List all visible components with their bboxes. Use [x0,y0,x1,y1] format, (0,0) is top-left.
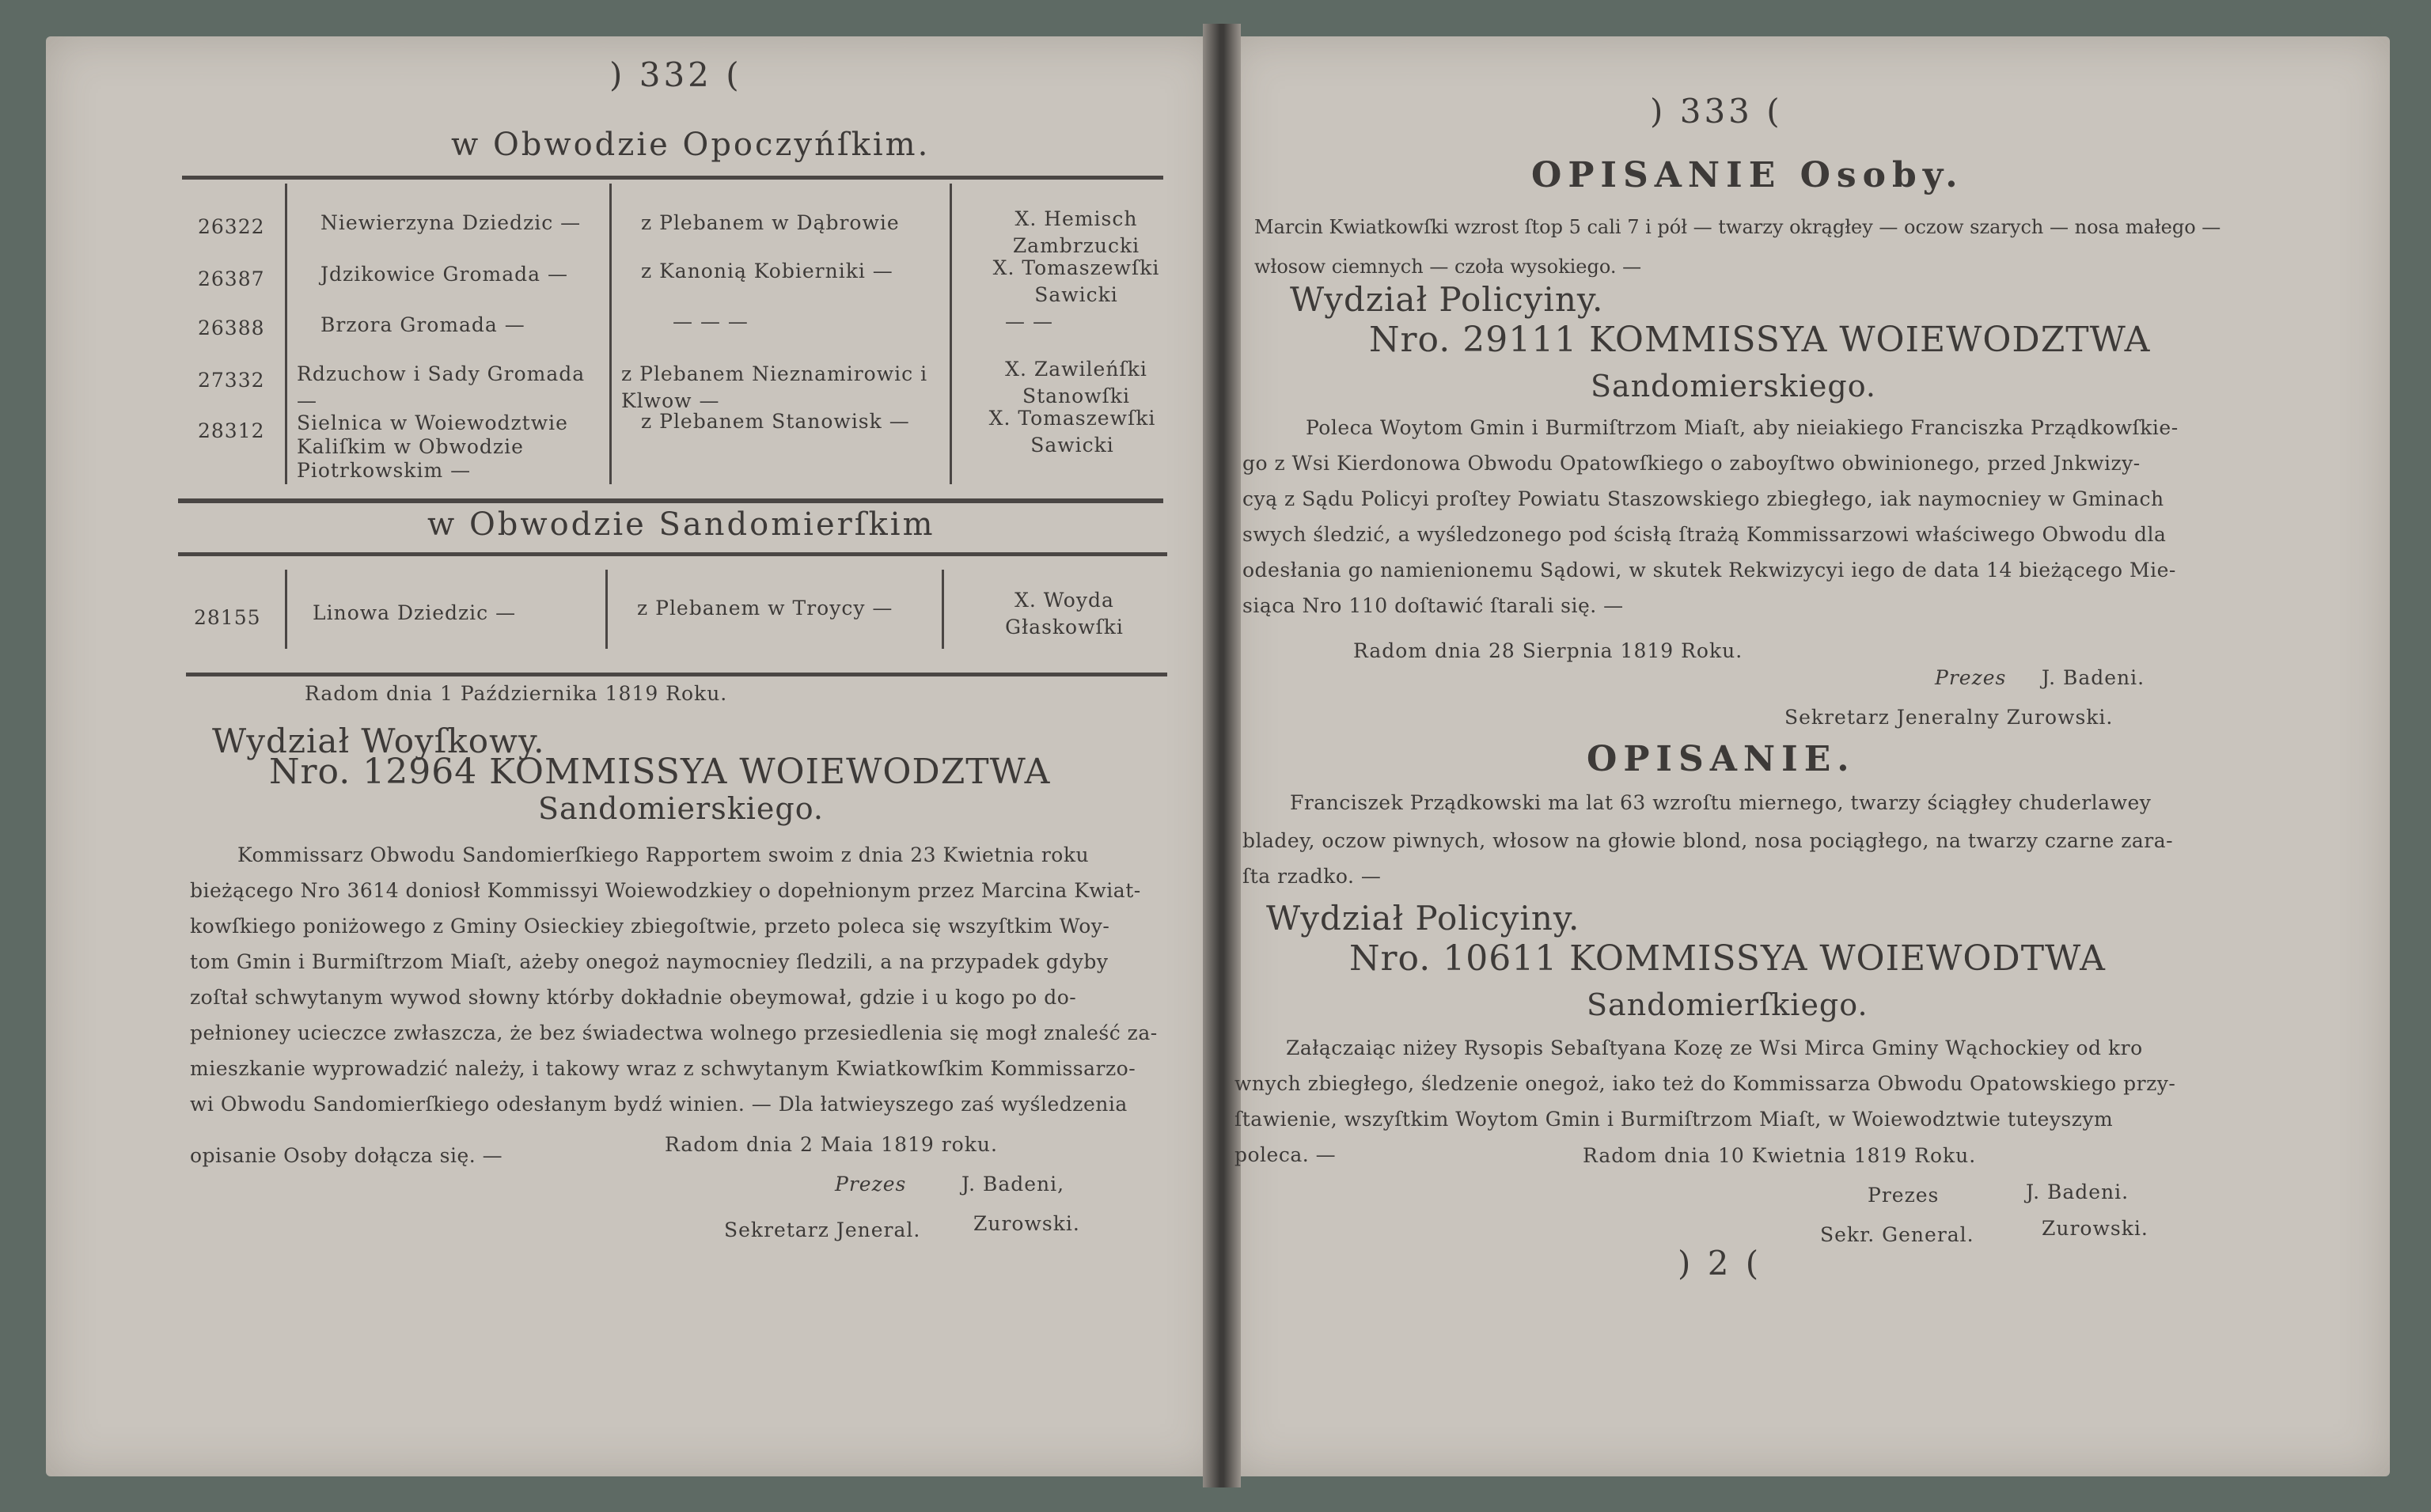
book-spine [1203,24,1241,1487]
prezes-name-1: J. Badeni. [2042,666,2145,689]
body-line: go z Wsi Kierdonowa Obwodu Opatowſkiego o zaboyſtwo obwinionego, przed Jnkwizy- [1242,452,2141,475]
body-line: opisanie Osoby dołącza się. — [190,1144,503,1167]
sign-date-2: Radom dnia 10 Kwietnia 1819 Roku. [1583,1144,1977,1167]
table-cell-place: Jdzikowice Gromada — [320,263,568,286]
prezes-label: Prezes [835,1173,907,1196]
body-line: mieszkanie wyprowadzić należy, i takowy wraz z schwytanym Kwiatkowſkim Kommissarzo- [190,1057,1136,1080]
table-cell-parish: z Plebanem w Dąbrowie [641,211,900,234]
body-line: pełnioney ucieczce zwłaszcza, że bez świadectwa wolnego przesiedlenia się mogł znaleść za- [190,1021,1158,1044]
body-line: Poleca Woytom Gmin i Burmiſtrzom Miaſt, aby nieiakiego Franciszka Prządkowſkie- [1306,416,2179,439]
opisanie-body-1: Marcin Kwiatkowſki wzrost ſtop 5 cali 7 i pół — twarzy okrągłey — oczow szarych — nosa małego — włosow ciemnych — czoła wysokiego. — [1254,216,2221,278]
sekretarz-1: Sekretarz Jeneralny Zurowski. [1784,706,2114,729]
table-divider [942,570,944,649]
table-cell-no: 27332 [198,369,265,392]
rule-bottom [186,673,1167,676]
table-cell-place: Sielnica w Woiewodztwie Kaliſkim w Obwodzie Piotrkowskim — [297,411,568,482]
body-line: tom Gmin i Burmiſtrzom Miaſt, ażeby onegoż naymocniey ſledzili, a na przypadek gdyby [190,950,1109,973]
sign-date: Radom dnia 2 Maia 1819 roku. [665,1133,998,1156]
body-line: Załączaiąc niżey Rysopis Sebaſtyana Kozę ze Wsi Mirca Gminy Wąchockiey od kro [1286,1036,2143,1059]
body-line: ſta rzadko. — [1242,865,1382,888]
table-cell-parish: z Plebanem Nieznamirowic i Klwow — [621,362,928,412]
body-line: Franciszek Prządkowski ma lat 63 wzroſtu miernego, twarzy ściągłey chuderlawey [1290,791,2152,814]
table-cell-no: 26388 [198,316,265,339]
prezes-name-2: J. Badeni. [2026,1180,2129,1203]
date-line: Radom dnia 1 Października 1819 Roku. [305,682,728,705]
table-divider [605,570,608,649]
body-line: cyą z Sądu Policyi proſtey Powiatu Staszowskiego zbiegłego, iak naymocniey w Gminach [1242,487,2164,510]
table-cell-place: Linowa Dziedzic — [313,601,517,624]
table-cell-parish: — — — [673,310,749,333]
sekretarz-label: Sekretarz Jeneral. [724,1218,921,1241]
signature-mark: ) 2 ( [1678,1244,1762,1283]
body-line: swych śledzić, a wyśledzonego pod ścisłą ſtrażą Kommissarzowi właściwego Obwodu dla [1242,523,2167,546]
body-line: Kommissarz Obwodu Sandomierſkiego Rapportem swoim z dnia 23 Kwietnia roku [237,843,1090,866]
table-cell-place: Brzora Gromada — [320,313,525,336]
section-heading-sandomierski: w Obwodzie Sandomierſkim [427,506,935,543]
body-line: kowſkiego poniżowego z Gminy Osieckiey zbiegoſtwie, przeto poleca się wszyſtkim Woy- [190,915,1110,938]
table-cell-no: 26387 [198,267,265,290]
prezes-label-2: Prezes [1868,1184,1940,1207]
page-number-right: ) 333 ( [1650,92,1783,131]
table-cell-parish: z Plebanem Stanowisk — [641,410,910,433]
table-cell-parish: z Kanonią Kobierniki — [641,260,893,282]
opisanie-heading-1: OPISANIE Osoby. [1531,155,1964,195]
page-number-left: ) 332 ( [609,55,742,94]
body-line: zoſtał schwytanym wywod słowny którby dokładnie obeymował, gdzie i u kogo po do- [190,986,1077,1009]
body-line: wnych zbiegłego, śledzenie onegoż, iako też do Kommissarza Obwodu Opatowskiego przy- [1234,1072,2176,1095]
body-line: odesłania go namienionemu Sądowi, w skutek Rekwizycyi iego de data 14 bieżącego Mie- [1242,559,2176,582]
sekretarz-name-2: Zurowski. [2042,1217,2148,1240]
table-cell-remark: X. Zawileńſki Stanowſki [1005,358,1147,407]
section-heading-opoczynski: w Obwodzie Opoczyńſkim. [451,127,931,163]
commission-number-1: Nro. 29111 KOMMISSYA WOIEWODZTWA [1369,320,2151,360]
body-line: ſtawienie, wszyſtkim Woytom Gmin i Burmiſtrzom Miaſt, w Woiewodztwie tuteyszym [1234,1108,2114,1131]
commission-subtitle-2: Sandomierſkiego. [1587,987,1868,1022]
sign-date-1: Radom dnia 28 Sierpnia 1819 Roku. [1353,639,1743,662]
rule-top [182,176,1163,180]
table-divider [609,184,612,484]
department-title: Wydział Woyſkowy. [212,722,545,760]
table-cell-no: 26322 [198,215,265,238]
table-cell-remark: — — [1005,310,1053,333]
body-line: poleca. — [1234,1143,1337,1166]
sekretarz-name: Zurowski. [973,1212,1080,1235]
table-cell-no: 28155 [194,606,261,629]
commission-number: Nro. 12964 KOMMISSYA WOIEWODZTWA [269,752,1051,792]
department-title-2: Wydział Policyiny. [1266,899,1580,938]
body-line: bladey, oczow piwnych, włosow na głowie blond, nosa pociągłego, na twarzy czarne zara- [1242,829,2174,852]
commission-number-2: Nro. 10611 KOMMISSYA WOIEWODTWA [1349,938,2106,979]
opisanie-heading-2: OPISANIE. [1587,739,1856,779]
table-cell-place: Rdzuchow i Sady Gromada — [297,362,586,412]
table-cell-remark: X. Tomaszewſki Sawicki [988,407,1156,457]
table-cell-remark: X. Hemisch Zambrzucki [1012,207,1140,257]
commission-subtitle: Sandomierskiego. [538,791,824,826]
sekretarz-label-2: Sekr. General. [1820,1223,1974,1246]
commission-subtitle-1: Sandomierskiego. [1591,369,1876,404]
table-cell-place: Niewierzyna Dziedzic — [320,211,582,234]
table-cell-parish: z Plebanem w Troycy — [637,597,893,620]
table-divider [950,184,952,484]
department-title-1: Wydział Policyiny. [1290,280,1604,319]
prezes-label-1: Prezes [1935,666,2007,689]
table-cell-remark: X. Tomaszewſki Sawicki [992,256,1160,306]
rule-middle [178,498,1163,503]
body-line: siąca Nro 110 doſtawić ſtarali się. — [1242,594,1624,617]
table-cell-no: 28312 [198,419,265,442]
table-divider [285,570,287,649]
prezes-name: J. Badeni, [961,1173,1065,1196]
table-cell-remark: X. Woyda Głaskowſki [1005,589,1124,639]
body-line: bieżącego Nro 3614 doniosł Kommissyi Woiewodzkiey o dopełnionym przez Marcina Kwiat- [190,879,1141,902]
table-divider [285,184,287,484]
body-line: wi Obwodu Sandomierſkiego odesłanym bydź winien. — Dla łatwieyszego zaś wyśledzenia [190,1093,1128,1116]
rule-middle2 [178,552,1167,556]
